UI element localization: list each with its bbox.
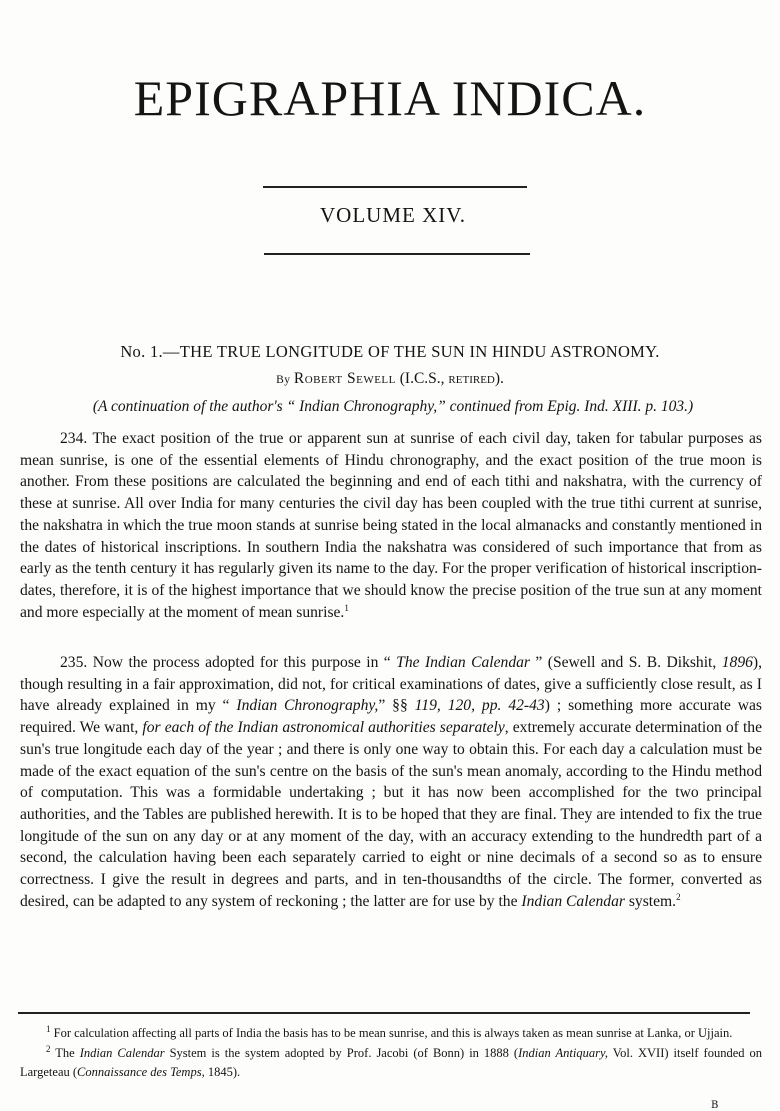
- divider-top: [263, 186, 527, 188]
- italic-refs: 119, 120, pp. 42-43: [414, 697, 545, 715]
- text-run: 235. Now the process adopted for this purpose in “: [60, 654, 397, 671]
- paragraph-234: [20, 428, 762, 623]
- footnote-marker: 2: [46, 1043, 51, 1054]
- byline-credentials: (I.C.S.,: [395, 370, 449, 387]
- italic-title: Indian Calendar: [79, 1045, 165, 1060]
- byline-close: ).: [494, 370, 504, 387]
- italic-emphasis: for each of the Indian astronomical authorities separately: [142, 719, 505, 737]
- footnote-marker: 1: [46, 1023, 51, 1034]
- byline-by: By: [276, 374, 294, 386]
- text-run: ” §§: [378, 697, 415, 715]
- italic-journal: Indian Antiquary,: [518, 1045, 608, 1060]
- footnote-1: [20, 1024, 762, 1044]
- text-run: ), though resulting in a fair approximation, did not, for critical examinations of dates, give a sufficiently close result, as I have already explained in my “: [20, 654, 762, 715]
- italic-source: Connaissance des Temps,: [77, 1065, 205, 1079]
- journal-title: EPIGRAPHIA INDICA.: [133, 70, 647, 126]
- footnote-ref-2[interactable]: 2: [676, 891, 681, 902]
- italic-title: Indian Calendar: [521, 892, 625, 910]
- footnote-2: [20, 1044, 762, 1083]
- volume-label: VOLUME XIV.: [320, 203, 466, 227]
- divider-bottom: [264, 253, 530, 255]
- continuation-note: (A continuation of the author's “ Indian Chronography,” continued from Epig. Ind. XIII. p. 103.): [92, 398, 694, 415]
- article-title: No. 1.—THE TRUE LONGITUDE OF THE SUN IN HINDU ASTRONOMY.: [120, 342, 660, 361]
- italic-title: Indian Chronography,: [236, 697, 379, 715]
- text-run: The: [50, 1045, 80, 1060]
- footnote-text: For calculation affecting all parts of India the basis has to be mean sunrise, and this is always taken as mean sunrise at Lanka, or Ujjain.: [50, 1026, 733, 1040]
- text-run: System is the system adopted by Prof. Jacobi (of Bonn) in 1888 (: [164, 1045, 519, 1060]
- byline-author: Robert Sewell: [293, 370, 396, 387]
- text-run: Vol. XVII) itself founded on Largeteau (: [20, 1045, 762, 1079]
- footnote-divider: [18, 1012, 750, 1014]
- byline-retired: retired: [448, 370, 495, 387]
- text-run: ) ; something more accurate was required. We want,: [20, 697, 763, 737]
- footnote-ref-1[interactable]: 1: [344, 602, 349, 613]
- byline: [0, 370, 780, 388]
- paragraph-235: [20, 652, 762, 912]
- text-run: , extremely accurate determination of the sun's true longitude each day of the year ; and there is only one way to obtain this. For each day a calculation must be made of the exact equation of the sun's centre on the basis of the sun's mean anomaly, according to the Hindu method of computation. This was a formidable undertaking ; but it has now been accomplished for the two principal authorities, and the Tables are published herewith. It is to be hoped that they are final. They are intended to fix the true longitude of the sun on any day or at any moment of the day, with an accuracy extending to the hundredth part of a second, the calculation having been each separately carried to eight or nine decimals of a second so as to ensure correctness. I give the result in degrees and parts, and in ten-thousandths of the circle. The former, converted as desired, can be adapted to any system of reckoning ; the latter are for use by the: [20, 719, 762, 910]
- italic-title: The Indian Calendar: [396, 654, 530, 671]
- text-run: 1845).: [204, 1065, 241, 1079]
- text-run: system.: [624, 892, 677, 910]
- italic-year: 1896: [721, 654, 753, 671]
- text-run: ” (Sewell and S. B. Dikshit,: [530, 654, 722, 671]
- footnotes: [20, 1024, 762, 1083]
- paragraph-234-text: 234. The exact position of the true or apparent sun at sunrise of each civil day, taken for tabular purposes as mean sunrise, is one of the essential elements of Hindu chronography, and the exact position of the true moon is another. From these positions are calculated the beginning and end of each tithi and nakshatra, with the currency of these at sunrise. All over India for many centuries the civil day has been coupled with the true tithi current at sunrise, the nakshatra in which the true moon stands at sunrise being stated in the local almanacks and constantly mentioned in the dates of historical inscriptions. In southern India the nakshatra was considered of such importance that from as early as the tenth century it has regularly given its name to the day. For the proper verification of historical inscription-dates, therefore, it is of the highest importance that we should know the precise position of the true sun at any moment and more especially at the moment of mean sunrise.: [20, 430, 762, 621]
- signature-mark: B: [711, 1100, 719, 1111]
